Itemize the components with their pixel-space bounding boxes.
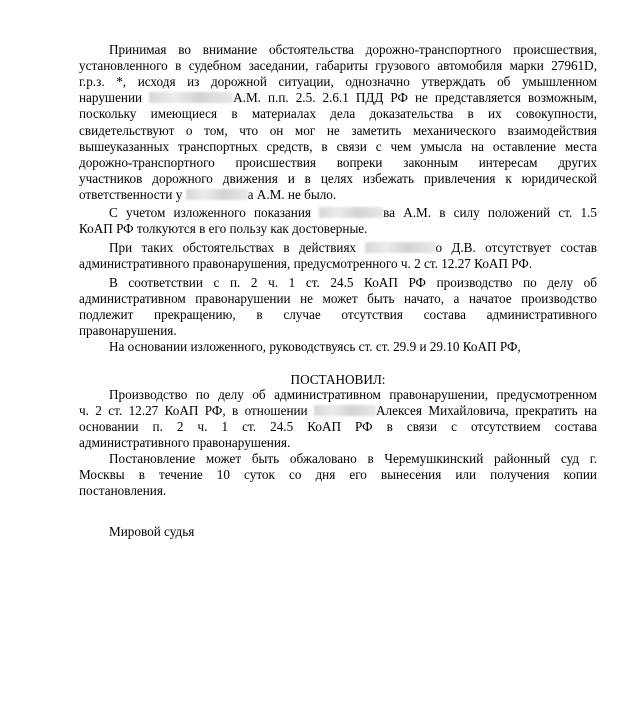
text-segment: ва А.М. в силу положений ст. 1.5 [383, 205, 597, 220]
paragraph_3-line [109, 240, 597, 255]
paragraph_6-line: основании п. 2 ч. 1 ст. 24.5 КоАП РФ в связи с отсутствием состава [79, 419, 597, 435]
paragraph_1-line: поскольку имеющиеся в материалах дела доказательства в их совокупности, [79, 106, 597, 122]
paragraph_7-line: Постановление может быть обжаловано в Черемушкинский районный суд г. [109, 451, 597, 466]
paragraph_1-line: дорожно-транспортного происшествия вопреки законным интересам других [79, 154, 597, 170]
text-segment: ответственности у [79, 186, 186, 202]
paragraph_1-line: установленного в судебном заседании, габариты грузового автомобиля марки 27961D, [79, 58, 597, 74]
paragraph_6-line: административного правонарушения. [79, 435, 291, 451]
paragraph_4-line: подлежит прекращению, в случае отсутствия состава административного [79, 307, 597, 323]
paragraph_1-line [79, 187, 597, 202]
paragraph_2-line [109, 205, 597, 220]
paragraph_7-line: Москвы в течение 10 суток со дня его вынесения или получения копии [79, 467, 597, 483]
paragraph_2-line: КоАП РФ толкуются в его пользу как достоверные. [79, 221, 368, 237]
paragraph_6-line: Производство по делу об административном правонарушении, предусмотренном [109, 387, 597, 402]
paragraph_1-line [79, 90, 597, 105]
paragraph_4-line: В соответствии с п. 2 ч. 1 ст. 24.5 КоАП РФ производство по делу об [109, 275, 597, 290]
paragraph_1-line: Принимая во внимание обстоятельства дорожно-транспортного происшествия, [109, 42, 597, 57]
paragraph_1-line: г.р.з. *, исходя из дорожной ситуации, однозначно утверждать об умышленном [79, 74, 597, 90]
text-segment: нарушении [79, 90, 150, 106]
text-segment: ч. 2 ст. 12.27 КоАП РФ, в отношении [79, 403, 314, 419]
paragraph_3-line: административного правонарушения, предусмотренного ч. 2 ст. 12.27 КоАП РФ. [79, 256, 533, 272]
text-segment: А.М. п.п. 2.5. 2.6.1 ПДД РФ не представляется возможным, [233, 90, 597, 106]
signature-label: Мировой судья [109, 524, 195, 539]
paragraph_7-line: постановления. [79, 483, 167, 499]
heading-ruling: ПОСТАНОВИЛ: [290, 372, 386, 387]
text-segment: а А.М. не было. [247, 186, 337, 202]
paragraph_4-line: административном правонарушении не может быть начато, а начатое производство [79, 291, 597, 307]
paragraph_1-line: участников дорожного движения и в целях избежать привлечения к юридической [79, 170, 597, 186]
redacted-name [314, 405, 376, 416]
redacted-name [319, 207, 383, 218]
paragraph_5-line: На основании изложенного, руководствуясь ст. ст. 29.9 и 29.10 КоАП РФ, [109, 339, 521, 354]
text-segment: о Д.В. отсутствует состав [435, 240, 597, 255]
text-segment: С учетом изложенного показания [109, 205, 320, 220]
redacted-name [365, 242, 435, 253]
text-segment: Алексея Михайловича, прекратить на [376, 403, 597, 419]
paragraph_4-line: правонарушения. [79, 323, 177, 339]
paragraph_6-line [79, 403, 597, 418]
text-segment: При таких обстоятельствах в действиях [109, 240, 366, 255]
paragraph_1-line: вышеуказанных транспортных средств, в связи с чем умысла на оставление места [79, 138, 597, 154]
paragraph_1-line: свидетельствуют о том, что он мог не заметить механического взаимодействия [79, 122, 597, 138]
redacted-name [186, 189, 248, 200]
redacted-name [149, 92, 233, 103]
